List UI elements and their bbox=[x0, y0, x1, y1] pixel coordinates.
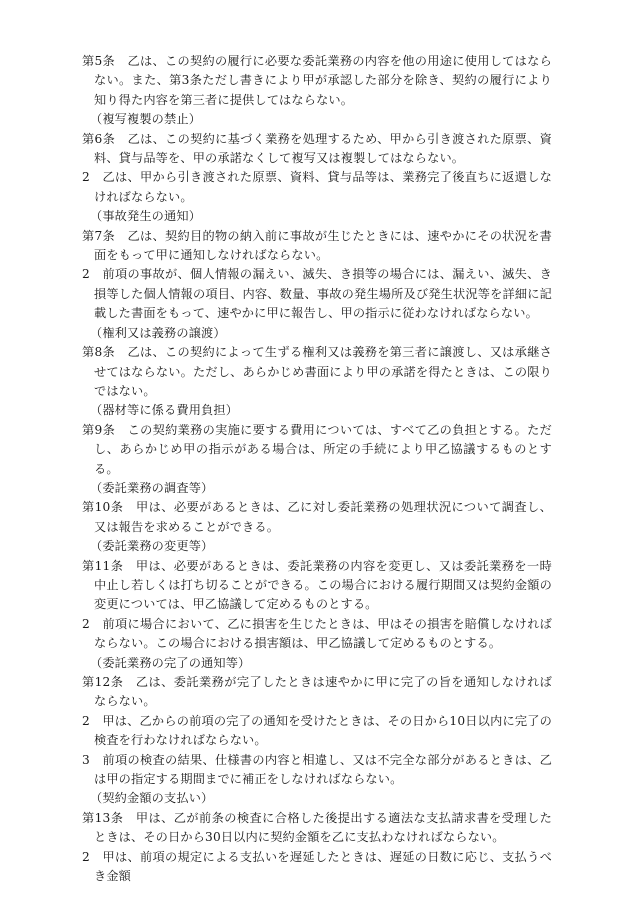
heading-accident-notice: （事故発生の通知） bbox=[90, 209, 202, 224]
article-10: 第10条 甲は、必要があるときは、乙に対し委託業務の処理状況について調査し、又は報告を求めることができる。 bbox=[82, 500, 552, 534]
article-7: 第7条 乙は、契約目的物の納入前に事故が生じたときには、速やかにその状況を書面をもって甲に通知しなければならない。 bbox=[82, 228, 552, 263]
heading-payment: （契約金額の支払い） bbox=[90, 791, 214, 806]
heading-investigation: （委託業務の調査等） bbox=[90, 480, 214, 495]
article-13-clause-2: 2 甲は、前項の規定による支払いを遅延したときは、遅延の日数に応じ、支払うべき金額 bbox=[82, 849, 552, 884]
article-6-clause-2: 2 乙は、甲から引き渡された原票、資料、貸与品等は、業務完了後直ちに返還しなければならない。 bbox=[82, 170, 552, 204]
heading-copy-prohibition: （複写複製の禁止） bbox=[90, 112, 202, 127]
article-12-clause-3: 3 前項の検査の結果、仕様書の内容と相違し、又は不完全な部分があるときは、乙は甲の指定する期間までに補正をしなければならない。 bbox=[82, 752, 552, 787]
article-7-clause-2: 2 前項の事故が、個人情報の漏えい、滅失、き損等の場合には、漏えい、滅失、き損等した個人情報の項目、内容、数量、事故の発生場所及び発生状況等を詳細に記載した書面をもって、速やかに甲に報告し、甲の指示に従わなければならない。 bbox=[82, 267, 552, 321]
article-11-clause-2: 2 前項に場合において、乙に損害を生じたときは、甲はその損害を賠償しなければならない。この場合における損害額は、甲乙協議して定めるものとする。 bbox=[82, 616, 552, 651]
heading-completion-notice: （委託業務の完了の通知等） bbox=[90, 655, 251, 670]
heading-equipment-costs: （器材等に係る費用負担） bbox=[90, 403, 239, 418]
heading-changes: （委託業務の変更等） bbox=[90, 539, 214, 554]
article-5: 第5条 乙は、この契約の履行に必要な委託業務の内容を他の用途に使用してはならない。また、第3条ただし書きにより甲が承認した部分を除き、契約の履行により知り得た内容を第三者に提供してはならない。 bbox=[82, 54, 552, 107]
article-6: 第6条 乙は、この契約に基づく業務を処理するため、甲から引き渡された原票、資料、貸与品等を、甲の承諾なくして複写又は複製してはならない。 bbox=[82, 131, 552, 166]
article-12-clause-2: 2 甲は、乙からの前項の完了の通知を受けたときは、その日から10日以内に完了の検査を行わなければならない。 bbox=[82, 713, 552, 748]
heading-transfer-of-rights: （権利又は義務の譲渡） bbox=[90, 325, 226, 340]
article-13: 第13条 甲は、乙が前条の検査に合格した後提出する適法な支払請求書を受理したときは、その日から30日以内に契約金額を乙に支払わなければならない。 bbox=[82, 810, 552, 845]
article-8: 第8条 乙は、この契約によって生ずる権利又は義務を第三者に譲渡し、又は承継させてはならない。ただし、あらかじめ書面により甲の承諾を得たときは、この限りではない。 bbox=[82, 345, 552, 398]
contract-page bbox=[82, 52, 552, 886]
article-9: 第9条 この契約業務の実施に要する費用については、すべて乙の負担とする。ただし、あらかじめ甲の指示がある場合は、所定の手続により甲乙協議するものとする。 bbox=[82, 422, 552, 476]
article-11: 第11条 甲は、必要があるときは、委託業務の内容を変更し、又は委託業務を一時中止し若しくは打ち切ることができる。この場合における履行期間又は契約金額の変更については、甲乙協議して定めるものとする。 bbox=[82, 558, 552, 612]
article-12: 第12条 乙は、委託業務が完了したときは速やかに甲に完了の旨を通知しなければならない。 bbox=[82, 675, 552, 709]
